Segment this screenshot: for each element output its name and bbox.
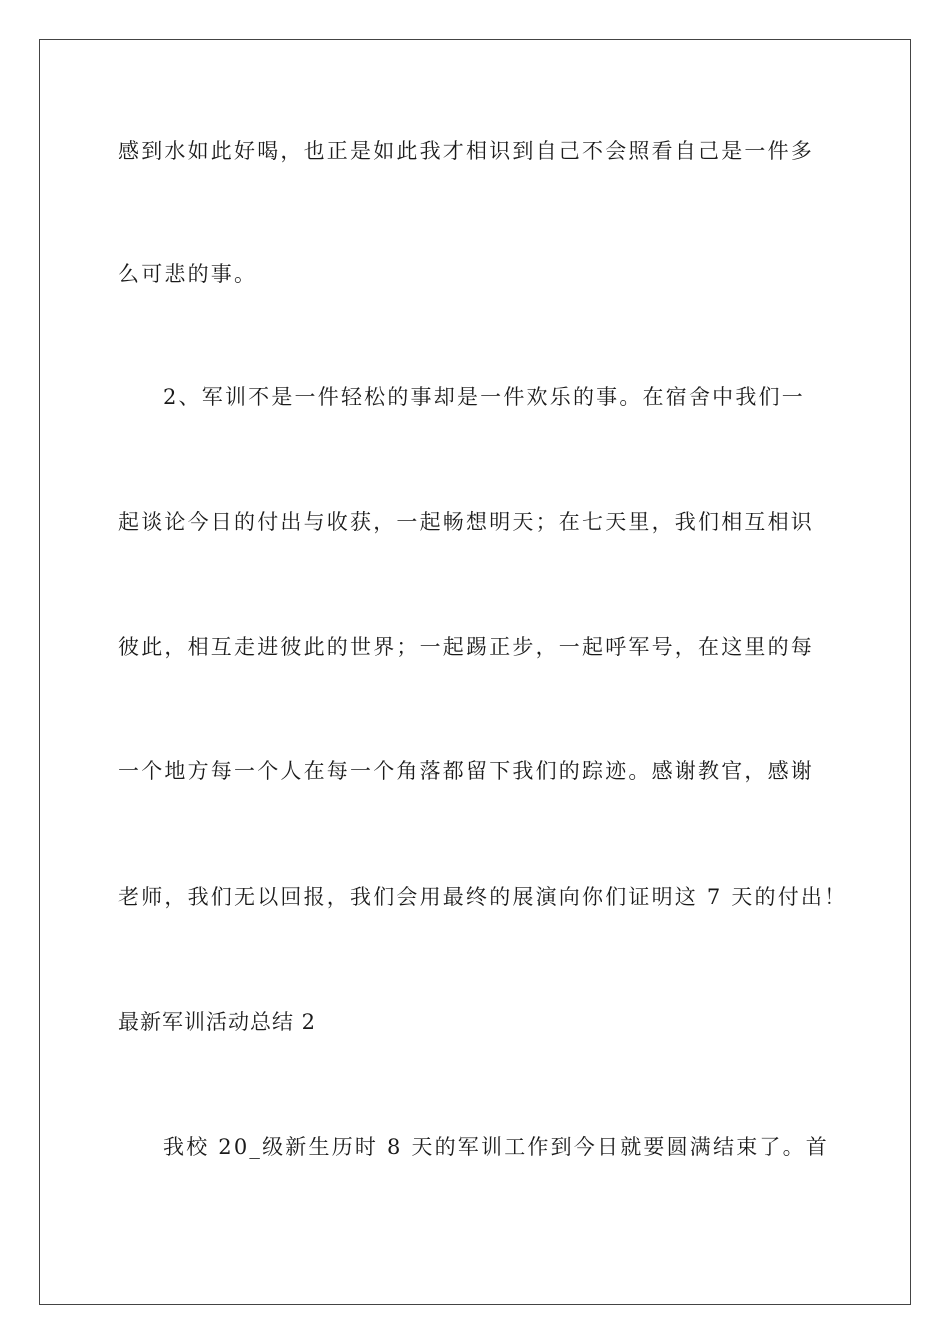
paragraph-line: 感到水如此好喝，也正是如此我才相识到自己不会照看自己是一件多 (118, 139, 814, 163)
section-heading: 最新军训活动总结 2 (118, 1010, 317, 1034)
paragraph-line: 我校 20_级新生历时 8 天的军训工作到今日就要圆满结束了。首 (163, 1135, 830, 1159)
paragraph-line: 一个地方每一个人在每一个角落都留下我们的踪迹。感谢教官，感谢 (118, 759, 814, 783)
paragraph-line: 么可悲的事。 (118, 262, 258, 286)
paragraph-line: 老师，我们无以回报，我们会用最终的展演向你们证明这 7 天的付出！ (118, 885, 848, 909)
paragraph-line: 彼此，相互走进彼此的世界；一起踢正步，一起呼军号，在这里的每 (118, 635, 814, 659)
paragraph-line: 起谈论今日的付出与收获，一起畅想明天；在七天里，我们相互相识 (118, 510, 814, 534)
page-border (39, 39, 911, 1305)
paragraph-line: 2、军训不是一件轻松的事却是一件欢乐的事。在宿舍中我们一 (163, 385, 805, 409)
